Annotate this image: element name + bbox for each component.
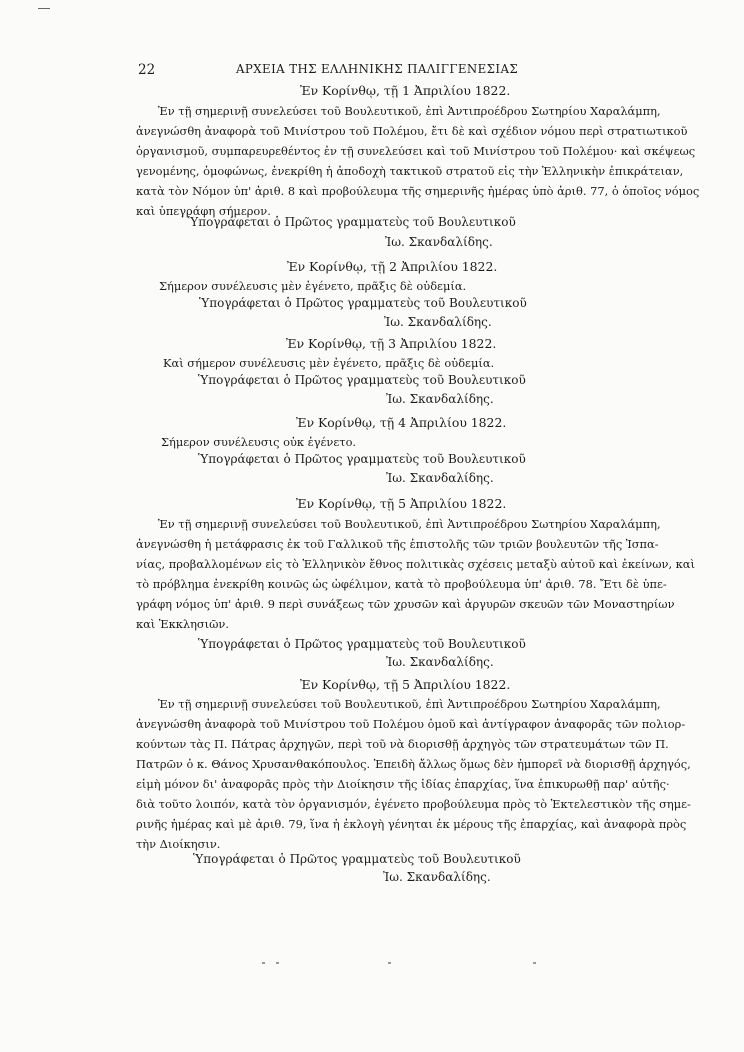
entry-6-line-2: ἀνεγνώσθη ἀναφορὰ τοῦ Μινίστρου τοῦ Πολέμου ὁμοῦ καὶ ἀντίγραφον ἀναφορᾶς τῶν πολιορ- bbox=[136, 717, 686, 731]
entry-6-line-1: Ἐν τῇ σημερινῇ συνελεύσει τοῦ Βουλευτικοῦ, ἐπὶ Ἀντιπροέδρου Σωτηρίου Χαραλάμπη, bbox=[158, 697, 661, 711]
scan-speck bbox=[262, 962, 265, 964]
entry-3-signature-name: Ἰω. Σκανδαλίδης. bbox=[386, 392, 494, 406]
entry-1-signature-name: Ἰω. Σκανδαλίδης. bbox=[385, 235, 493, 249]
entry-3-line-1: Καὶ σήμερον συνέλευσις μὲν ἐγένετο, πρᾶξις δὲ οὐδεμία. bbox=[163, 356, 495, 370]
entry-1-line-6: καὶ ὑπεγράφη σήμερον. bbox=[136, 204, 271, 218]
entry-5-line-6: καὶ Ἐκκλησιῶν. bbox=[136, 617, 229, 631]
entry-4-signature-name: Ἰω. Σκανδαλίδης. bbox=[386, 471, 494, 485]
entry-2-line-1: Σήμερον συνέλευσις μὲν ἐγένετο, πρᾶξις δὲ οὐδεμία. bbox=[159, 279, 467, 293]
entry-6-line-5: εἰμὴ μόνον δι' ἀναφορᾶς πρὸς τὴν Διοίκησιν τῆς ἰδίας ἐπαρχίας, ἵνα ἐπικυρωθῇ παρ' αὐτῆς· bbox=[136, 777, 670, 791]
entry-6-line-3: κούντων τὰς Π. Πάτρας ἀρχηγῶν, περὶ τοῦ νὰ διορισθῇ ἀρχηγὸς τῶν στρατευμάτων τῶν Π. bbox=[136, 737, 669, 751]
scan-edge-mark bbox=[38, 8, 50, 9]
entry-2-signature-name: Ἰω. Σκανδαλίδης. bbox=[384, 315, 492, 329]
page-number: 22 bbox=[138, 62, 156, 78]
entry-1-line-3: ὀργανισμοῦ, συμπαρευρεθέντος ἐν τῇ συνελεύσει καὶ τοῦ Μινίστρου τοῦ Πολέμου· καὶ σκέψεως bbox=[136, 144, 696, 158]
scan-speck bbox=[533, 962, 536, 964]
entry-5-signature-name: Ἰω. Σκανδαλίδης. bbox=[386, 655, 494, 669]
entry-3-dateline: Ἐν Κορίνθῳ, τῇ 3 Ἀπριλίου 1822. bbox=[286, 336, 497, 351]
entry-4-line-1: Σήμερον συνέλευσις οὐκ ἐγένετο. bbox=[161, 435, 357, 449]
entry-4-dateline: Ἐν Κορίνθῳ, τῇ 4 Ἀπριλίου 1822. bbox=[296, 415, 507, 430]
entry-6-line-4: Πατρῶν ὁ κ. Θάνος Χρυσανθακόπουλος. Ἐπειδὴ ἄλλως ὅμως δὲν ἠμπορεῖ νὰ διορισθῇ ἀρχηγός, bbox=[136, 757, 691, 771]
entry-2-signature-title: Ὑπογράφεται ὁ Πρῶτος γραμματεὺς τοῦ Βουλευτικοῦ bbox=[199, 296, 527, 310]
entry-5-dateline: Ἐν Κορίνθῳ, τῇ 5 Ἀπριλίου 1822. bbox=[296, 496, 507, 511]
entry-6-line-8: τὴν Διοίκησιν. bbox=[136, 837, 221, 851]
entry-6-line-7: ρινῆς ἡμέρας καὶ μὲ ἀριθ. 79, ἵνα ἡ ἐκλογὴ γένηται ἐκ μέρους τῆς ἐπαρχίας, καὶ ἀναφορὰ πρὸς bbox=[136, 817, 687, 831]
running-title: ΑΡΧΕΙΑ ΤΗΣ ΕΛΛΗΝΙΚΗΣ ΠΑΛΙΓΓΕΝΕΣΙΑΣ bbox=[236, 62, 519, 76]
entry-1-line-2: ἀνεγνώσθη ἀναφορὰ τοῦ Μινίστρου τοῦ Πολέμου, ἔτι δὲ καὶ σχέδιον νόμου περὶ στρατιωτικοῦ bbox=[136, 124, 688, 138]
scan-speck bbox=[388, 962, 391, 964]
entry-1-line-5: κατὰ τὸν Νόμον ὑπ' ἀριθ. 8 καὶ προβούλευμα τῆς σημερινῆς ἡμέρας ὑπὸ ἀριθ. 77, ὁ ὁποῖος νόμος bbox=[136, 184, 700, 198]
entry-1-signature-title: Ὑπογράφεται ὁ Πρῶτος γραμματεὺς τοῦ Βουλευτικοῦ bbox=[188, 215, 516, 229]
entry-5-line-4: τὸ πρόβλημα ἐνεκρίθη κοινῶς ὡς ὠφέλιμον, κατὰ τὸ προβούλευμα ὑπ' ἀριθ. 78. Ἔτι δὲ ὑπε- bbox=[136, 577, 667, 591]
entry-2-dateline: Ἐν Κορίνθῳ, τῇ 2 Ἀπριλίου 1822. bbox=[287, 259, 498, 274]
entry-5-line-3: νίας, προβαλλομένων εἰς τὸ Ἑλληνικὸν ἔθνος πολιτικὰς σχέσεις μεταξὺ αὐτοῦ καὶ ἐκείνων, καὶ bbox=[136, 557, 695, 571]
entry-1-dateline: Ἐν Κορίνθῳ, τῇ 1 Ἀπριλίου 1822. bbox=[300, 83, 511, 98]
entry-1-line-1: Ἐν τῇ σημερινῇ συνελεύσει τοῦ Βουλευτικοῦ, ἐπὶ Ἀντιπροέδρου Σωτηρίου Χαραλάμπη, bbox=[158, 104, 661, 118]
entry-1-line-4: γενομένης, ὁμοφώνως, ἐνεκρίθη ἡ ἀποδοχὴ τακτικοῦ στρατοῦ εἰς τὴν Ἑλληνικὴν ἐπικράτειαν, bbox=[136, 164, 684, 178]
entry-5-line-2: ἀνεγνώσθη ἡ μετάφρασις ἐκ τοῦ Γαλλικοῦ τῆς ἐπιστολῆς τῶν τριῶν βουλευτῶν τῆς Ἰσπα- bbox=[136, 537, 659, 551]
entry-6-dateline: Ἐν Κορίνθῳ, τῇ 5 Ἀπριλίου 1822. bbox=[300, 677, 511, 692]
scan-speck bbox=[276, 962, 279, 964]
entry-4-signature-title: Ὑπογράφεται ὁ Πρῶτος γραμματεὺς τοῦ Βουλευτικοῦ bbox=[198, 452, 526, 466]
entry-3-signature-title: Ὑπογράφεται ὁ Πρῶτος γραμματεὺς τοῦ Βουλευτικοῦ bbox=[198, 373, 526, 387]
entry-6-line-6: διὰ τοῦτο λοιπόν, κατὰ τὸν ὀργανισμόν, ἐγένετο προβούλευμα πρὸς τὸ Ἐκτελεστικὸν τῆς σημε- bbox=[136, 797, 691, 811]
entry-5-signature-title: Ὑπογράφεται ὁ Πρῶτος γραμματεὺς τοῦ Βουλευτικοῦ bbox=[198, 637, 526, 651]
entry-6-signature-title: Ὑπογράφεται ὁ Πρῶτος γραμματεὺς τοῦ Βουλευτικοῦ bbox=[193, 852, 521, 866]
entry-5-line-5: γράφη νόμος ὑπ' ἀριθ. 9 περὶ συνάξεως τῶν χρυσῶν καὶ ἀργυρῶν σκευῶν τῶν Μοναστηρίων bbox=[136, 597, 675, 611]
entry-6-signature-name: Ἰω. Σκανδαλίδης. bbox=[383, 870, 491, 884]
entry-5-line-1: Ἐν τῇ σημερινῇ συνελεύσει τοῦ Βουλευτικοῦ, ἐπὶ Ἀντιπροέδρου Σωτηρίου Χαραλάμπη, bbox=[158, 517, 661, 531]
